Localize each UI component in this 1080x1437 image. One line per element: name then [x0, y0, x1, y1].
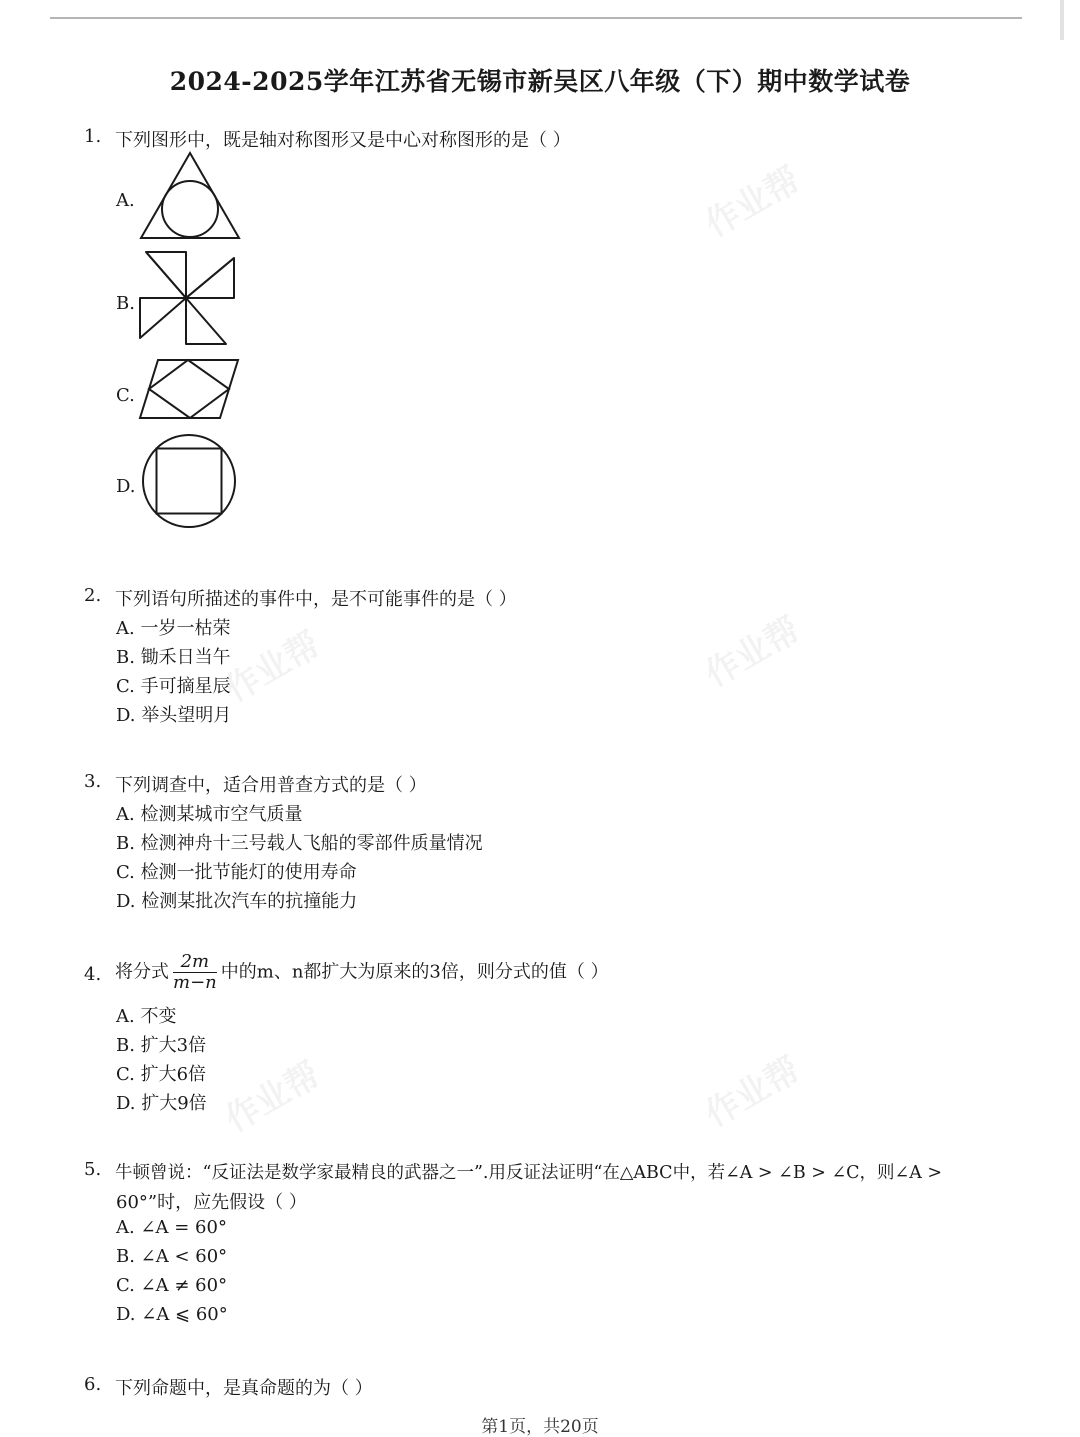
page-footer: 第1页，共20页 — [481, 1417, 599, 1437]
question-text-after: 中的m、n都扩大为原来的3倍，则分式的值（ ） — [220, 961, 609, 983]
option: D. 举头望明月 — [116, 705, 232, 726]
question-number: 1. — [84, 126, 102, 147]
question-text-before: 将分式 — [115, 961, 169, 983]
question-number: 4. — [84, 964, 102, 985]
option: B. 扩大3倍 — [116, 1035, 207, 1056]
option: C. ∠A ≠ 60° — [116, 1275, 228, 1296]
option: B. ∠A < 60° — [116, 1246, 228, 1267]
question-text: 下列命题中，是真命题的为（ ） — [115, 1378, 373, 1399]
square-in-circle-figure — [140, 432, 238, 530]
corner-mark — [1060, 0, 1064, 40]
pinwheel-figure — [138, 250, 238, 348]
option: A. 不变 — [116, 1006, 177, 1027]
question-text-line: 牛顿曾说：“反证法是数学家最精良的武器之一”.用反证法证明“在△ABC中，若∠A > ∠B > ∠C，则∠A > — [115, 1163, 943, 1183]
option: A. 一岁一枯荣 — [116, 618, 231, 639]
option-label: A. — [116, 190, 135, 211]
option: D. 扩大9倍 — [116, 1093, 207, 1114]
option: C. 检测一批节能灯的使用寿命 — [116, 862, 357, 883]
watermark: 作业帮 — [218, 1054, 327, 1141]
option: D. 检测某批次汽车的抗撞能力 — [116, 891, 358, 912]
option: D. ∠A ⩽ 60° — [116, 1304, 228, 1325]
circle-in-triangle-figure — [138, 150, 242, 242]
option: A. ∠A = 60° — [116, 1217, 227, 1238]
fraction-numerator: 2m — [173, 952, 217, 973]
fraction — [173, 952, 217, 993]
page-title: 2024-2025学年江苏省无锡市新吴区八年级（下）期中数学试卷 — [169, 67, 911, 96]
question-number: 2. — [84, 585, 102, 606]
question-text: 下列调查中，适合用普查方式的是（ ） — [115, 775, 427, 796]
question-number: 6. — [84, 1374, 102, 1395]
option-label: C. — [116, 385, 135, 406]
top-rule — [50, 17, 1022, 19]
question-text: 下列图形中，既是轴对称图形又是中心对称图形的是（ ） — [115, 130, 571, 151]
question-number: 3. — [84, 771, 102, 792]
question-text — [115, 952, 609, 993]
option-label: D. — [116, 476, 136, 497]
fraction-denominator: m−n — [173, 972, 217, 993]
watermark: 作业帮 — [698, 609, 807, 696]
option: B. 检测神舟十三号载人飞船的零部件质量情况 — [116, 833, 483, 854]
option: C. 手可摘星辰 — [116, 676, 231, 697]
watermark: 作业帮 — [218, 624, 327, 711]
option: A. 检测某城市空气质量 — [116, 804, 303, 825]
watermark: 作业帮 — [698, 159, 807, 246]
parallelogram-figure — [138, 356, 242, 422]
option: C. 扩大6倍 — [116, 1064, 207, 1085]
question-number: 5. — [84, 1159, 102, 1180]
option: B. 锄禾日当午 — [116, 647, 231, 668]
option-label: B. — [116, 293, 135, 314]
question-text-line: 60°”时，应先假设（ ） — [116, 1192, 307, 1213]
watermark: 作业帮 — [698, 1049, 807, 1136]
question-text: 下列语句所描述的事件中，是不可能事件的是（ ） — [115, 589, 517, 610]
